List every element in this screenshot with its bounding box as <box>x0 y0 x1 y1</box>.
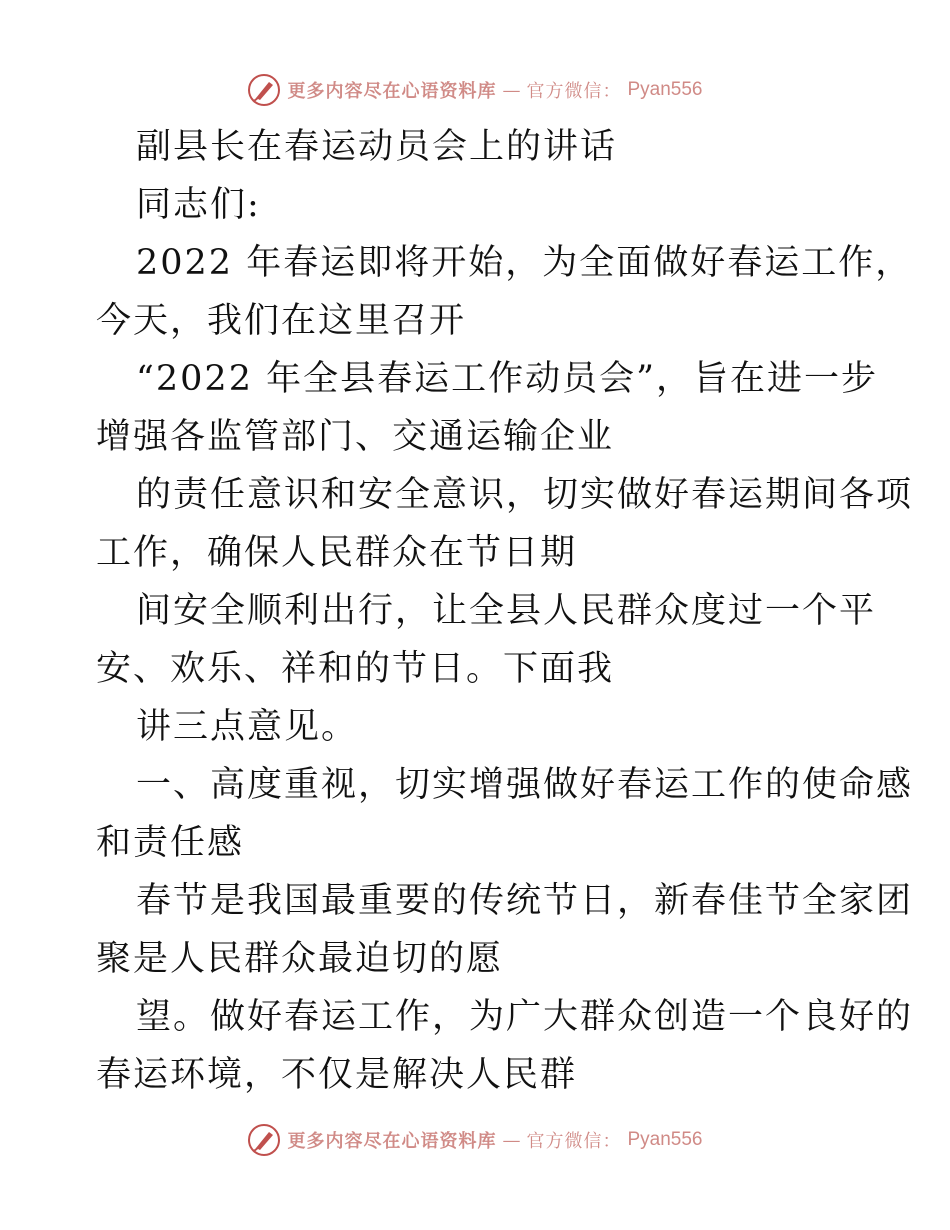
banner-contact-label: 官方微信： <box>526 81 622 102</box>
section-heading-continued: 和责任感 <box>96 823 245 863</box>
banner-separator: — <box>502 79 521 101</box>
banner-wechat-id: Pyan556 <box>627 1129 703 1150</box>
section-heading: 一、高度重视，切实增强做好春运工作的使命感 <box>136 765 914 805</box>
banner-separator: — <box>502 1129 521 1151</box>
quill-logo-icon <box>247 1123 281 1157</box>
paragraph-line: 望。做好春运工作，为广大群众创造一个良好的 <box>136 997 914 1037</box>
document-body <box>96 118 914 1104</box>
banner-contact-label: 官方微信： <box>526 1131 622 1152</box>
banner-text: 更多内容尽在心语资料库 <box>287 1131 497 1152</box>
paragraph-line: 春节是我国最重要的传统节日，新春佳节全家团 <box>136 881 914 921</box>
quill-logo-icon <box>247 73 281 107</box>
header-banner <box>0 70 950 110</box>
paragraph-line: 的责任意识和安全意识，切实做好春运期间各项 <box>136 475 914 515</box>
footer-banner <box>0 1120 950 1160</box>
paragraph-line: “2022 年全县春运工作动员会”，旨在进一步 <box>136 359 878 399</box>
paragraph-line: 工作，确保人民群众在节日期 <box>96 533 578 573</box>
paragraph-line: 安、欢乐、祥和的节日。下面我 <box>96 649 615 689</box>
paragraph-line: 春运环境，不仅是解决人民群 <box>96 1055 578 1095</box>
document-title: 副县长在春运动员会上的讲话 <box>136 127 618 167</box>
salutation: 同志们: <box>136 185 261 225</box>
banner-text: 更多内容尽在心语资料库 <box>287 81 497 102</box>
paragraph-line: 讲三点意见。 <box>136 707 359 747</box>
paragraph-line: 今天，我们在这里召开 <box>96 301 467 341</box>
paragraph-line: 2022 年春运即将开始，为全面做好春运工作， <box>136 243 913 283</box>
paragraph-line: 增强各监管部门、交通运输企业 <box>96 417 615 457</box>
paragraph-line: 间安全顺利出行，让全县人民群众度过一个平 <box>136 591 877 631</box>
banner-wechat-id: Pyan556 <box>627 79 703 100</box>
paragraph-line: 聚是人民群众最迫切的愿 <box>96 939 504 979</box>
